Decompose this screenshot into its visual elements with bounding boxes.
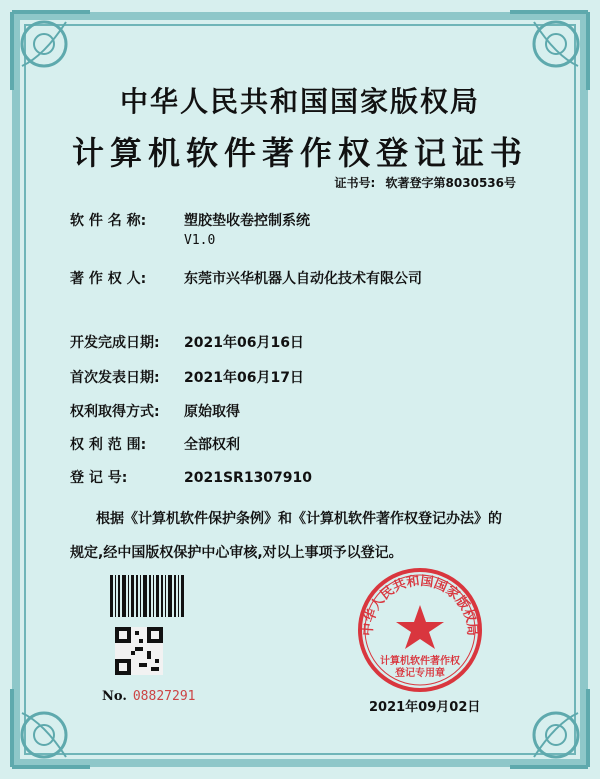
serial-value: 08827291 (132, 689, 196, 704)
software-version: V1.0 (184, 233, 216, 248)
svg-text:中华人民共和国国家版权局: 中华人民共和国国家版权局 (360, 573, 480, 637)
certificate-number (335, 174, 516, 191)
issue-date: 2021年09月02日 (369, 700, 481, 715)
certificate-title: 计算机软件著作权登记证书 (71, 134, 528, 172)
field-software-name: 软 件 名 称: 塑胶垫收卷控制系统 V1.0 (70, 213, 310, 248)
serial-number (102, 689, 195, 704)
svg-text:计算机软件著作权: 计算机软件著作权 (380, 656, 460, 667)
serial-label: No. (102, 689, 127, 704)
qr-code-icon (115, 627, 163, 675)
field-rights-scope: 权 利 范 围: 全部权利 (70, 437, 240, 453)
corner-ornament-icon (504, 683, 594, 773)
svg-text:登记专用章: 登记专用章 (395, 668, 445, 679)
field-copyright-owner: 著 作 权 人: 东莞市兴华机器人自动化技术有限公司 (70, 271, 422, 287)
statement-line1: 根据《计算机软件保护条例》和《计算机软件著作权登记办法》的 (96, 511, 502, 527)
official-seal-icon (355, 565, 485, 695)
certificate-number-value: 软著登字第8030536号 (385, 176, 516, 190)
field-first-publish-date: 首次发表日期: 2021年06月17日 (70, 370, 304, 386)
issuer-title: 中华人民共和国国家版权局 (119, 85, 480, 118)
field-dev-complete-date: 开发完成日期: 2021年06月16日 (70, 335, 304, 351)
corner-ornament-icon (6, 683, 96, 773)
field-registration-number: 登 记 号: 2021SR1307910 (70, 470, 313, 486)
field-acquisition-method: 权利取得方式: 原始取得 (70, 404, 240, 420)
certificate-number-label: 证书号: (334, 176, 376, 190)
barcode-icon (110, 575, 186, 617)
statement-line2: 规定,经中国版权保护中心审核,对以上事项予以登记。 (70, 545, 403, 561)
